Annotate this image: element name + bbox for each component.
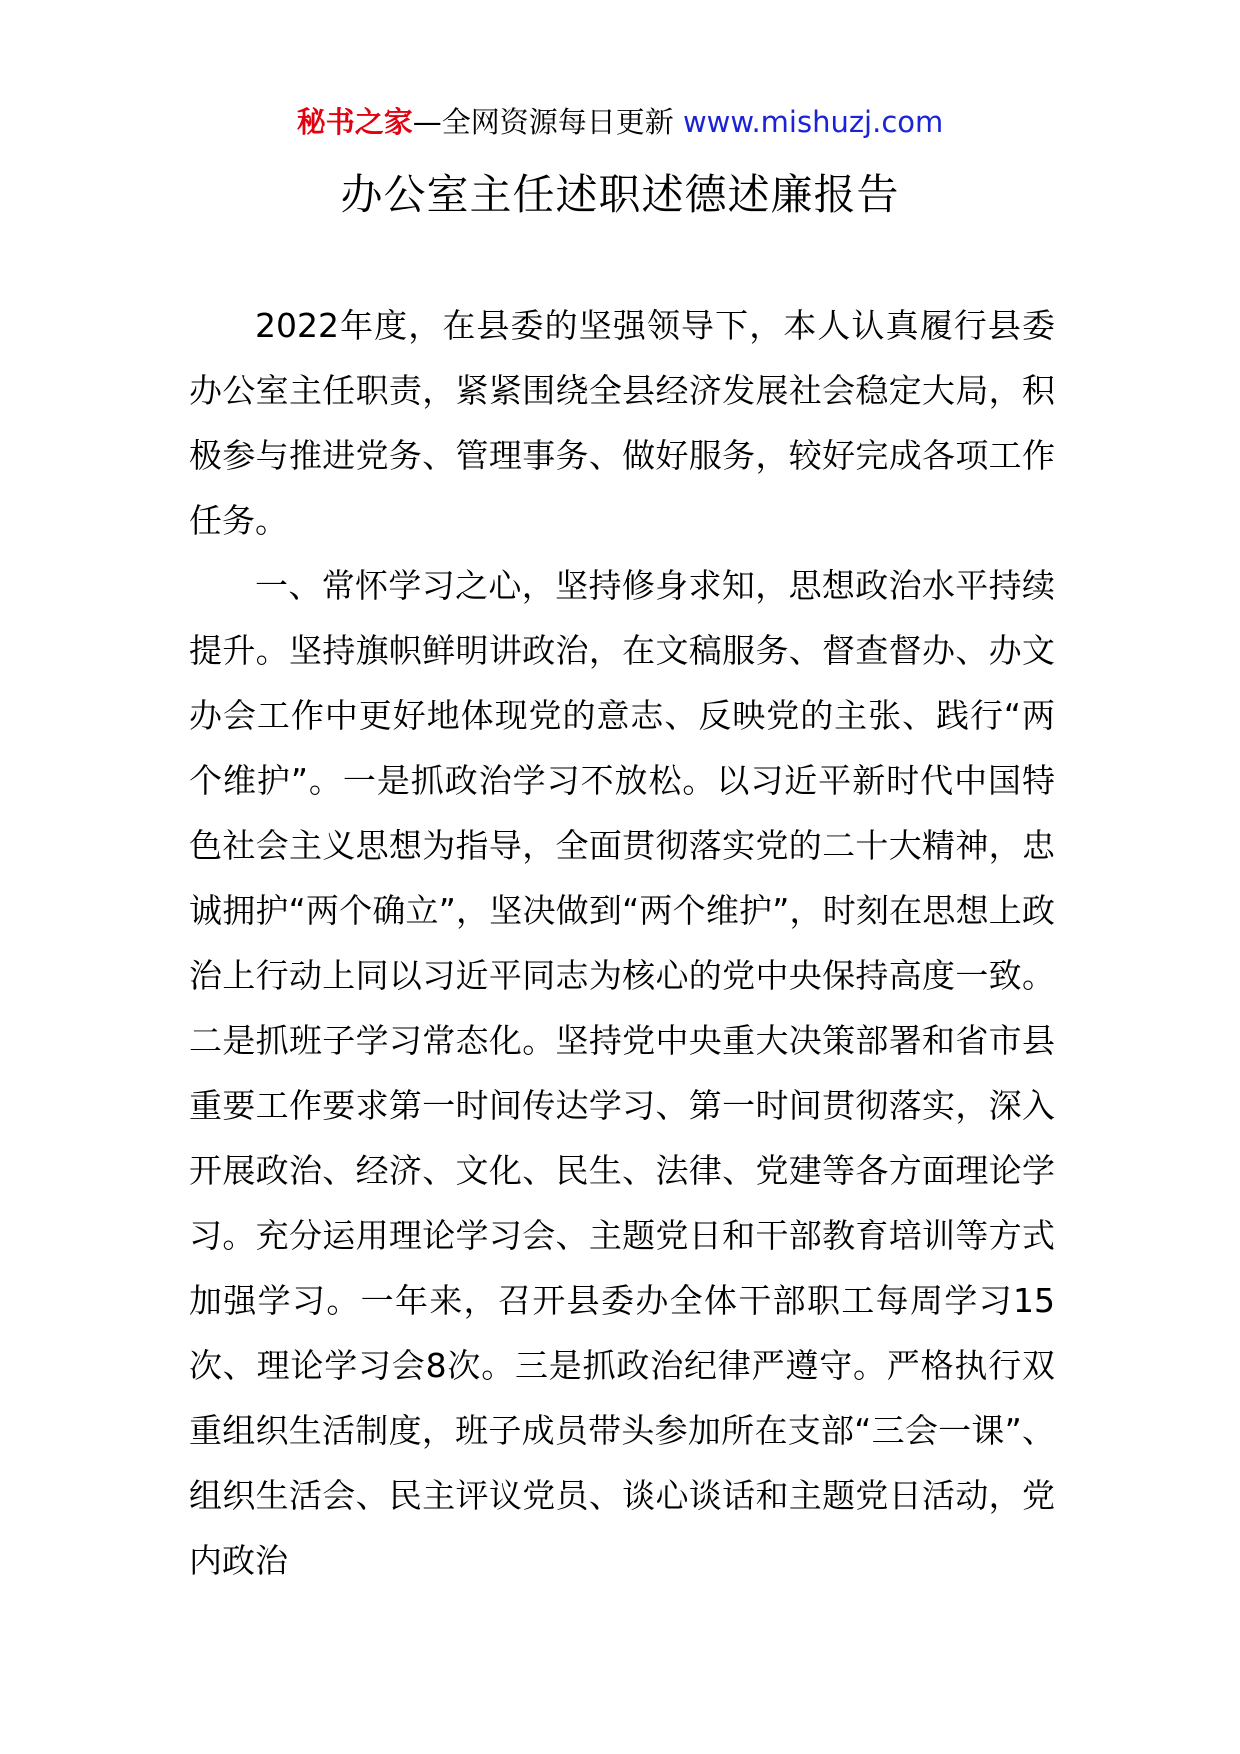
banner-tagline: —全网资源每日更新 [412, 105, 674, 139]
section-one-paragraph: 一、常怀学习之心，坚持修身求知，思想政治水平持续提升。坚持旗帜鲜明讲政治，在文稿服务、督查督办、办文办会工作中更好地体现党的意志、反映党的主张、践行“两个维护”。一是抓政治学习不放松。以习近平新时代中国特色社会主义思想为指导，全面贯彻落实党的二十大精神，忠诚拥护“两个确立”，坚决做到“两个维护”，时刻在思想上政治上行动上同以习近平同志为核心的党中央保持高度一致。二是抓班子学习常态化。坚持党中央重大决策部署和省市县重要工作要求第一时间传达学习、第一时间贯彻落实，深入开展政治、经济、文化、民生、法律、党建等各方面理论学习。充分运用理论学习会、主题党日和干部教育培训等方式加强学习。一年来，召开县委办全体干部职工每周学习15次、理论学习会8次。三是抓政治纪律严遵守。严格执行双重组织生活制度，班子成员带头参加所在支部“三会一课”、组织生活会、民主评议党员、谈心谈话和主题党日活动，党内政治 [189, 566, 1055, 1580]
brand-name: 秘书之家 [296, 105, 413, 139]
intro-paragraph: 2022年度，在县委的坚强领导下，本人认真履行县委办公室主任职责，紧紧围绕全县经济发展社会稳定大局，积极参与推进党务、管理事务、做好服务，较好完成各项工作任务。 [189, 306, 1055, 540]
site-url-link[interactable]: www.mishuzj.com [682, 105, 944, 139]
document-title: 办公室主任述职述德述廉报告 [340, 170, 900, 219]
document-body [189, 293, 1055, 1593]
site-banner [0, 102, 1240, 142]
